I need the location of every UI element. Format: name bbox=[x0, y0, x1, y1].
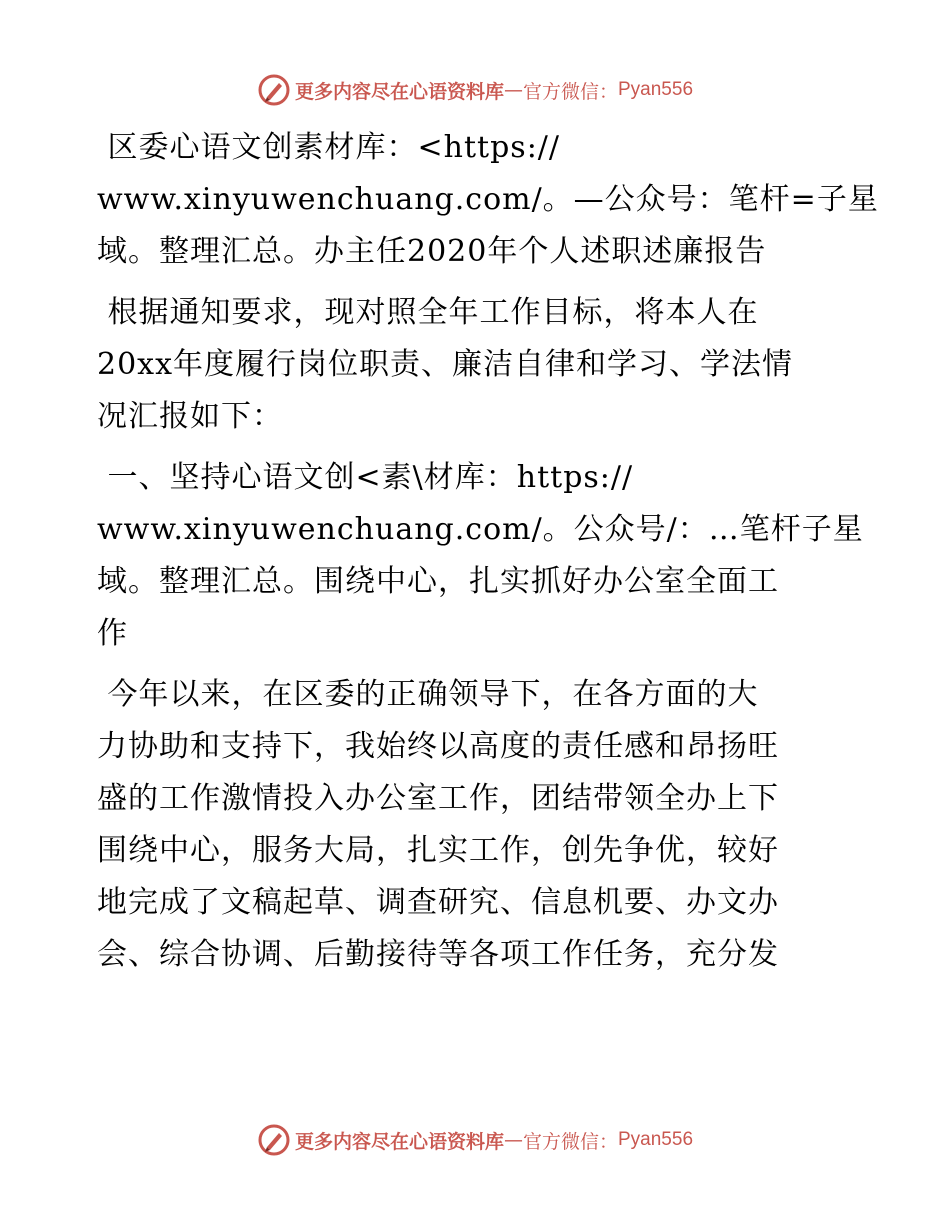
paragraph-body bbox=[97, 669, 857, 981]
text-line: 会、综合协调、后勤接待等各项工作任务，充分发 bbox=[97, 937, 779, 972]
text-line: 域。整理汇总。办主任2020年个人述职述廉报告 bbox=[97, 234, 767, 269]
banner-wechat-label: 官方微信： bbox=[522, 80, 618, 103]
header-banner bbox=[0, 70, 950, 110]
text-line: 况汇报如下： bbox=[97, 399, 283, 434]
banner-dash: — bbox=[503, 79, 523, 101]
paragraph-preface bbox=[97, 287, 857, 443]
pen-logo-icon bbox=[257, 73, 291, 107]
footer-banner bbox=[0, 1120, 950, 1160]
text-line: 力协助和支持下，我始终以高度的责任感和昂扬旺 bbox=[97, 729, 779, 764]
text-line: 今年以来，在区委的正确领导下，在各方面的大 bbox=[97, 677, 759, 712]
text-line: 域。整理汇总。围绕中心，扎实抓好办公室全面工 bbox=[97, 564, 779, 599]
pen-logo-icon bbox=[257, 1123, 291, 1157]
paragraph-section-one-heading bbox=[97, 452, 864, 660]
banner-wechat-label: 官方微信： bbox=[522, 1130, 618, 1153]
text-line: 围绕中心，服务大局，扎实工作，创先争优，较好 bbox=[97, 833, 779, 868]
text-line: 盛的工作激情投入办公室工作，团结带领全办上下 bbox=[97, 781, 779, 816]
banner-title: 更多内容尽在心语资料库 bbox=[294, 1130, 504, 1153]
paragraph-intro bbox=[97, 122, 879, 278]
text-line: 根据通知要求，现对照全年工作目标，将本人在 bbox=[97, 295, 759, 330]
text-line: 区委心语文创素材库：<https:// bbox=[97, 130, 561, 165]
text-line: www.xinyuwenchuang.com/。—公众号：笔杆=子星 bbox=[97, 182, 879, 217]
text-line: 20xx年度履行岗位职责、廉洁自律和学习、学法情 bbox=[97, 347, 794, 382]
banner-wechat-id: Pyan556 bbox=[618, 79, 694, 100]
banner-wechat-id: Pyan556 bbox=[618, 1129, 694, 1150]
text-line: 一、坚持心语文创<素\材库：https:// bbox=[97, 460, 634, 495]
text-line: www.xinyuwenchuang.com/。公众号/：…笔杆子星 bbox=[97, 512, 864, 547]
banner-dash: — bbox=[503, 1129, 523, 1151]
document-body bbox=[97, 122, 879, 990]
banner-title: 更多内容尽在心语资料库 bbox=[294, 80, 504, 103]
text-line: 作 bbox=[97, 616, 128, 651]
text-line: 地完成了文稿起草、调查研究、信息机要、办文办 bbox=[97, 885, 779, 920]
